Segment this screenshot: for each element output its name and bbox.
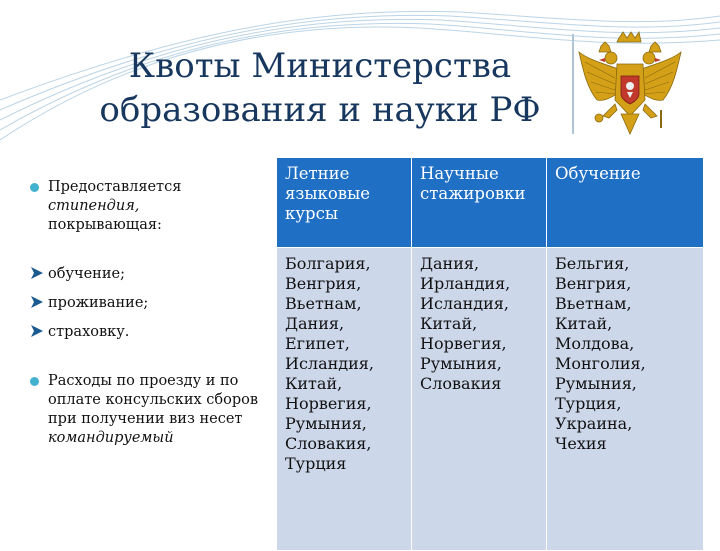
table-row	[277, 248, 704, 551]
note-bullet	[30, 372, 273, 448]
column-study	[547, 248, 704, 551]
arrow-bullet-icon	[30, 266, 44, 280]
list-item	[30, 323, 270, 342]
country: Норвегия,	[420, 334, 507, 353]
country: Дания,	[420, 254, 480, 273]
country: Болгария,	[285, 254, 371, 273]
country: Турция,	[555, 394, 622, 413]
country: Румыния,	[285, 414, 367, 433]
list-item	[30, 265, 270, 284]
country: Монголия,	[555, 354, 646, 373]
title-line-1: Квоты Министерства	[128, 46, 512, 86]
country: Вьетнам,	[555, 294, 632, 313]
country: Бельгия,	[555, 254, 630, 273]
intro-italic: стипендия,	[48, 198, 140, 214]
intro-text: Предоставляется	[48, 179, 182, 195]
table-header-row	[277, 158, 704, 248]
quota-table	[276, 157, 704, 551]
emblem-divider	[572, 34, 574, 134]
arrow-bullet-icon	[30, 295, 44, 309]
country: Словакия,	[285, 434, 372, 453]
country: Китай,	[555, 314, 613, 333]
covers-list	[30, 265, 270, 342]
country: Китай,	[285, 374, 343, 393]
bullet-dot-icon	[30, 377, 39, 386]
country: Молдова,	[555, 334, 635, 353]
country: Венгрия,	[285, 274, 362, 293]
header-study: Обучение	[547, 158, 704, 248]
bullet-dot-icon	[30, 183, 39, 192]
left-panel	[30, 168, 270, 448]
header-summer-courses: Летние языковые курсы	[277, 158, 412, 248]
slide-title	[60, 44, 580, 132]
cover-item: проживание;	[48, 295, 149, 311]
country: Египет,	[285, 334, 350, 353]
country: Украина,	[555, 414, 633, 433]
country: Китай,	[420, 314, 478, 333]
cover-item: обучение;	[48, 266, 125, 282]
country: Румыния,	[420, 354, 502, 373]
column-internships	[412, 248, 547, 551]
column-summer-courses	[277, 248, 412, 551]
arrow-bullet-icon	[30, 324, 44, 338]
list-item	[30, 294, 270, 313]
country: Турция	[285, 454, 347, 473]
country: Чехия	[555, 434, 607, 453]
header-internships: Научные стажировки	[412, 158, 547, 248]
country: Словакия	[420, 374, 502, 393]
country: Исландия,	[285, 354, 374, 373]
country: Норвегия,	[285, 394, 372, 413]
intro-bullet	[30, 178, 270, 235]
country: Дания,	[285, 314, 345, 333]
title-line-2: образования и науки РФ	[99, 90, 541, 130]
note-italic: командируемый	[48, 430, 174, 446]
country: Ирландия,	[420, 274, 511, 293]
russian-coat-of-arms-icon	[575, 30, 685, 142]
country: Венгрия,	[555, 274, 632, 293]
country: Румыния,	[555, 374, 637, 393]
note-text: Расходы по проезду и по оплате консульских сборов при получении виз несет	[48, 373, 259, 427]
cover-item: страховку.	[48, 324, 130, 340]
country: Вьетнам,	[285, 294, 362, 313]
intro-end: покрывающая:	[48, 217, 162, 233]
country: Исландия,	[420, 294, 509, 313]
